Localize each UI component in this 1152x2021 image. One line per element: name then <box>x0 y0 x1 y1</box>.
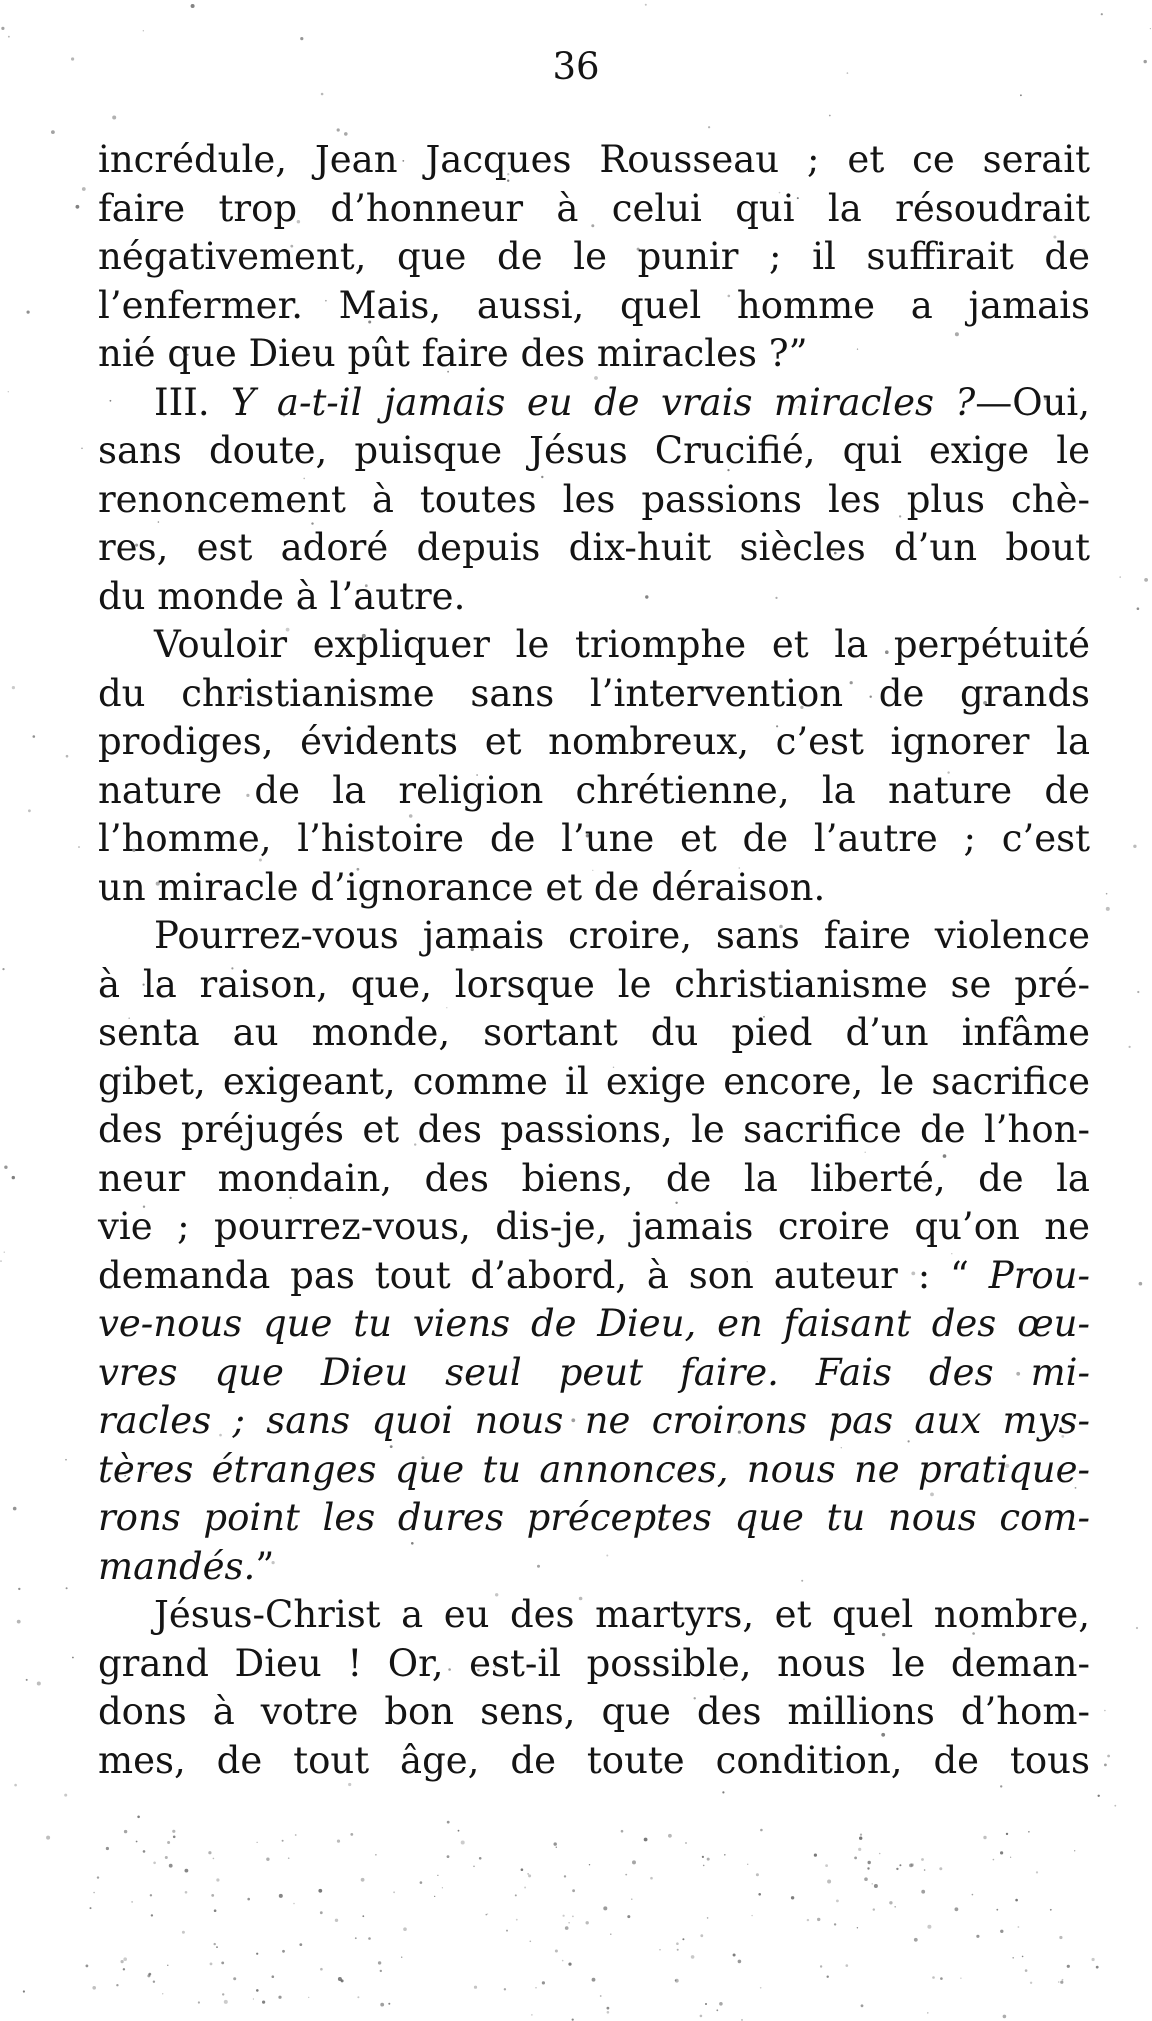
text-line <box>98 1397 1090 1446</box>
text-line <box>98 1737 1090 1786</box>
line-text: nature de la religion chrétienne, la nature de <box>98 768 1090 812</box>
line-text: Vouloir expliquer le triomphe et la perpétuité <box>154 623 1090 666</box>
text-line <box>98 1252 1090 1301</box>
line-text: ” <box>255 1544 275 1588</box>
italic-text: Prou- <box>988 1253 1090 1297</box>
line-text: faire trop d’honneur à celui qui la résoudrait <box>98 186 1090 230</box>
text-line <box>98 864 1090 913</box>
line-text: res, est adoré depuis dix-huit siècles d’un bout <box>98 526 1090 569</box>
text-line <box>98 767 1090 816</box>
line-text: Pourrez-vous jamais croire, sans faire violence <box>154 914 1090 957</box>
text-line <box>98 1494 1090 1543</box>
text-line <box>98 1058 1090 1107</box>
line-text: sans doute, puisque Jésus Crucifié, qui exige le <box>98 429 1090 472</box>
line-text: grand Dieu ! Or, est-il possible, nous le deman- <box>98 1641 1090 1685</box>
text-line <box>98 476 1090 525</box>
text-line <box>98 1446 1090 1495</box>
line-text: renoncement à toutes les passions les plus chè- <box>98 477 1090 521</box>
text-line <box>98 961 1090 1010</box>
line-text: prodiges, évidents et nombreux, c’est ignorer la <box>98 720 1090 763</box>
text-line <box>98 621 1090 670</box>
italic-text: racles ; sans quoi nous ne croirons pas aux mys- <box>98 1399 1090 1442</box>
line-text: l’enfermer. Mais, aussi, quel homme a jamais <box>98 283 1090 327</box>
italic-text: ve-nous que tu viens de Dieu, en faisant des œu- <box>98 1302 1090 1345</box>
line-text: neur mondain, des biens, de la liberté, de la <box>98 1156 1090 1200</box>
text-line <box>98 1543 1090 1592</box>
italic-text: vres que Dieu seul peut faire. Fais des mi- <box>98 1350 1090 1394</box>
text-line <box>98 330 1090 379</box>
text-line <box>98 524 1090 573</box>
text-line <box>98 1009 1090 1058</box>
line-text: —Oui, <box>975 380 1090 424</box>
body-text <box>98 136 1090 1785</box>
italic-text: rons point les dures préceptes que tu nous com- <box>98 1496 1090 1539</box>
text-line <box>98 912 1090 961</box>
text-line <box>98 1203 1090 1252</box>
text-line <box>98 233 1090 282</box>
text-line <box>98 815 1090 864</box>
line-text: vie ; pourrez-vous, dis-je, jamais croire qu’on ne <box>98 1205 1090 1248</box>
line-text: négativement, que de le punir ; il suffirait de <box>98 235 1090 278</box>
line-text: demanda pas tout d’abord, à son auteur : “ <box>98 1253 989 1297</box>
line-text: III. <box>154 380 232 424</box>
line-text: incrédule, Jean Jacques Rousseau ; et ce serait <box>98 138 1090 181</box>
text-line <box>98 427 1090 476</box>
text-line <box>98 573 1090 622</box>
line-text: mes, de tout âge, de toute condition, de tous <box>98 1738 1090 1782</box>
text-line <box>98 670 1090 719</box>
line-text: du christianisme sans l’intervention de grands <box>98 671 1090 715</box>
line-text: un miracle d’ignorance et de déraison. <box>98 865 826 909</box>
italic-text: Y a-t-il jamais eu de vrais miracles ? <box>231 380 976 424</box>
text-line <box>98 1106 1090 1155</box>
text-line <box>98 379 1090 428</box>
text-line <box>98 185 1090 234</box>
line-text: des préjugés et des passions, le sacrifice de l’hon- <box>98 1108 1090 1151</box>
line-text: à la raison, que, lorsque le christianisme se pré- <box>98 962 1090 1006</box>
italic-text: tères étranges que tu annonces, nous ne pratique- <box>98 1447 1090 1491</box>
page-number: 36 <box>552 45 600 88</box>
text-line <box>98 136 1090 185</box>
italic-text: mandés. <box>98 1544 256 1588</box>
line-text: nié que Dieu pût faire des miracles ?” <box>98 332 808 375</box>
line-text: l’homme, l’histoire de l’une et de l’autre ; c’est <box>98 817 1090 860</box>
line-text: gibet, exigeant, comme il exige encore, le sacrifice <box>98 1059 1090 1103</box>
line-text: senta au monde, sortant du pied d’un infâme <box>98 1011 1090 1054</box>
text-line <box>98 1688 1090 1737</box>
text-line <box>98 1155 1090 1204</box>
text-line <box>98 1591 1090 1640</box>
text-line <box>98 1300 1090 1349</box>
line-text: du monde à l’autre. <box>98 574 466 618</box>
line-text: Jésus-Christ a eu des martyrs, et quel nombre, <box>154 1593 1090 1636</box>
text-line <box>98 282 1090 331</box>
text-line <box>98 1640 1090 1689</box>
text-line <box>98 718 1090 767</box>
line-text: dons à votre bon sens, que des millions d’hom- <box>98 1690 1090 1733</box>
text-line <box>98 1349 1090 1398</box>
